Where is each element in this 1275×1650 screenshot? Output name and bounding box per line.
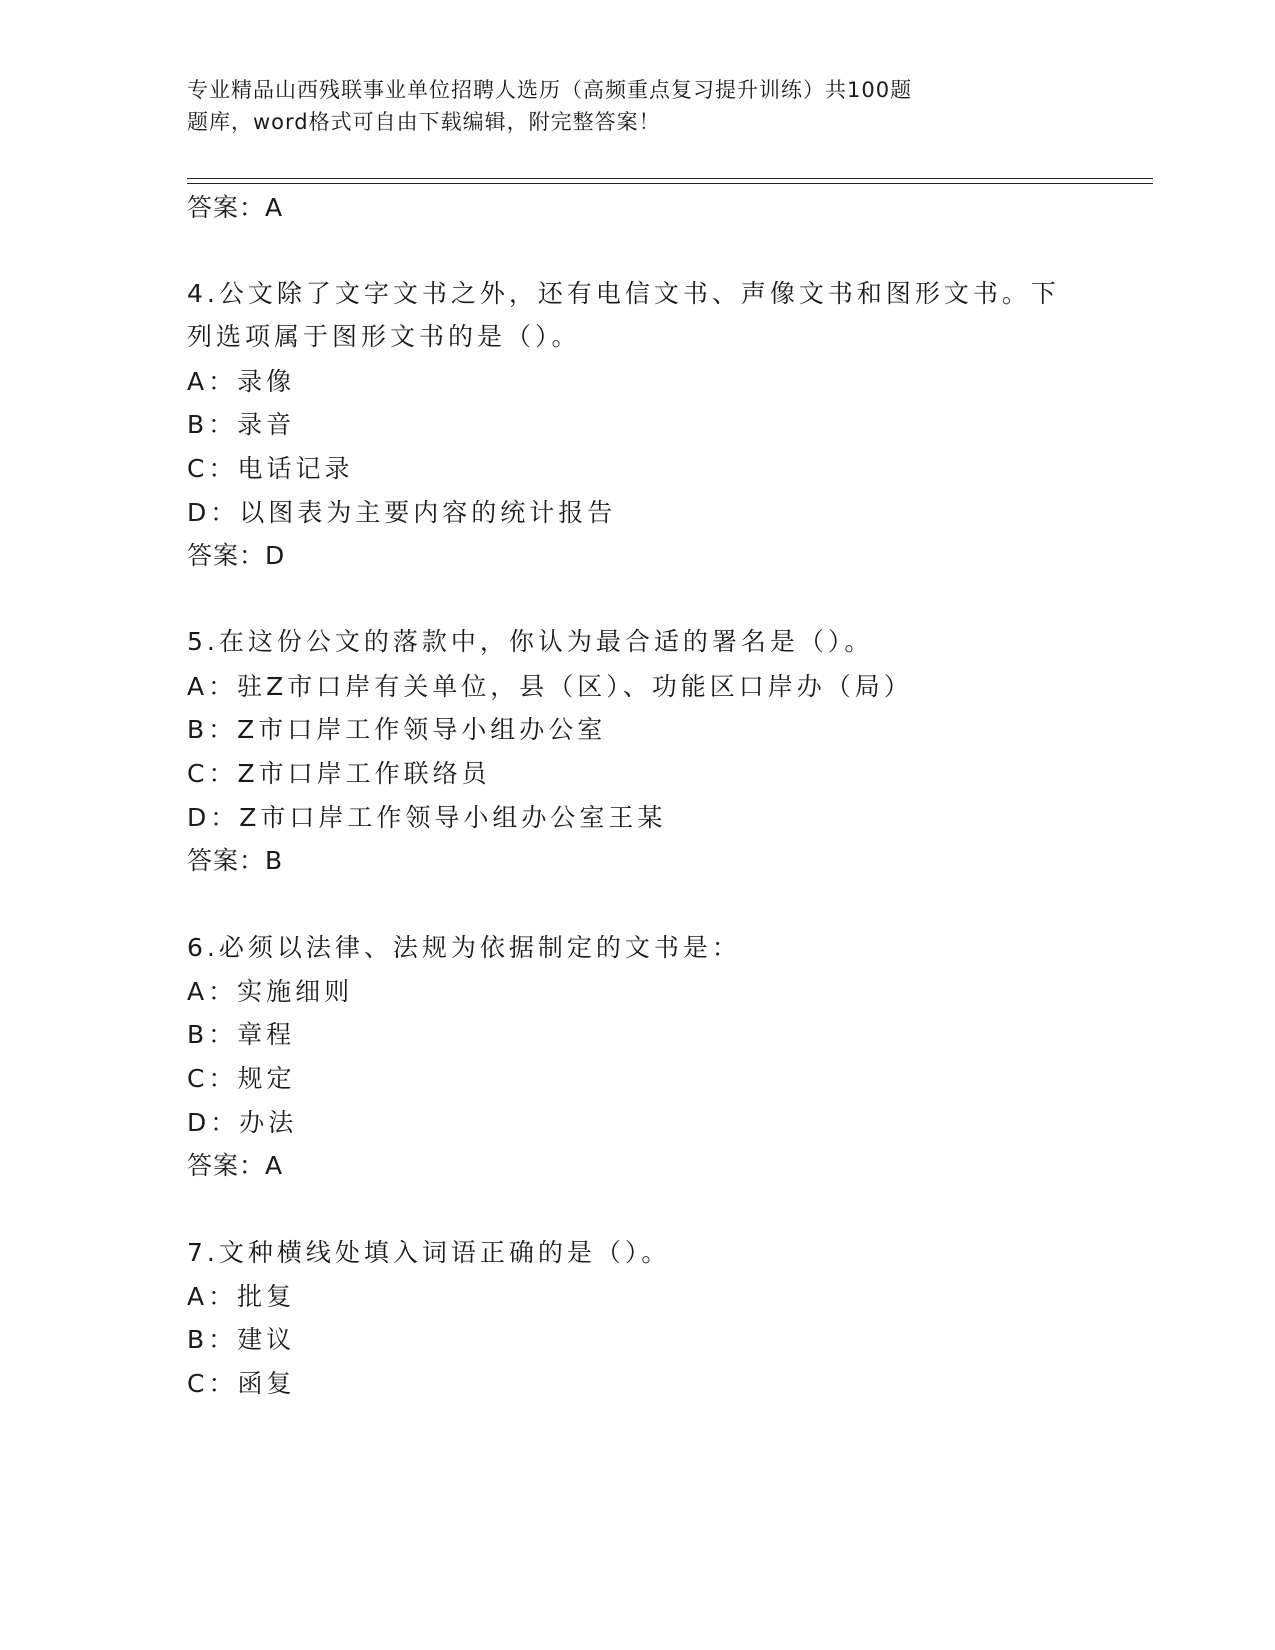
question-6-option-b: B：章程 — [187, 1020, 296, 1049]
header-divider-bottom — [187, 183, 1153, 184]
question-4-stem-line-2: 列选项属于图形文书的是（）。 — [187, 322, 581, 351]
question-5-option-b: B：Z市口岸工作领导小组办公室 — [187, 715, 607, 744]
question-4-option-d: D：以图表为主要内容的统计报告 — [187, 498, 617, 527]
question-4-option-b: B：录音 — [187, 410, 296, 439]
question-6-option-a: A：实施细则 — [187, 977, 354, 1006]
document-header — [187, 74, 1047, 138]
question-4-option-c: C：电话记录 — [187, 454, 354, 483]
question-5-option-d: D：Z市口岸工作领导小组办公室王某 — [187, 803, 667, 832]
question-7-option-a: A：批复 — [187, 1282, 296, 1311]
question-4-stem-line-1: 4.公文除了文字文书之外，还有电信文书、声像文书和图形文书。下 — [187, 279, 1060, 308]
header-title-line-1: 专业精品山西残联事业单位招聘人选历（高频重点复习提升训练）共100题 — [187, 78, 913, 102]
question-6-answer: 答案：A — [187, 1151, 284, 1180]
question-6-option-d: D：办法 — [187, 1108, 298, 1137]
question-4-option-a: A：录像 — [187, 367, 296, 396]
question-6-stem: 6.必须以法律、法规为依据制定的文书是： — [187, 933, 741, 962]
question-5-option-a: A：驻Z市口岸有关单位，县（区）、功能区口岸办（局） — [187, 672, 913, 701]
answer-line: 答案：A — [187, 193, 284, 222]
header-title-line-2: 题库，word格式可自由下载编辑，附完整答案！ — [187, 110, 661, 134]
question-5-option-c: C：Z市口岸工作联络员 — [187, 759, 491, 788]
question-7-option-b: B：建议 — [187, 1325, 296, 1354]
header-divider-top — [187, 178, 1153, 179]
question-5-answer: 答案：B — [187, 846, 284, 875]
question-7-stem: 7.文种横线处填入词语正确的是（）。 — [187, 1238, 671, 1267]
question-5-stem: 5.在这份公文的落款中，你认为最合适的署名是（）。 — [187, 627, 874, 656]
question-4-answer: 答案：D — [187, 541, 286, 570]
question-7-option-c: C：函复 — [187, 1369, 296, 1398]
question-6-option-c: C：规定 — [187, 1064, 296, 1093]
